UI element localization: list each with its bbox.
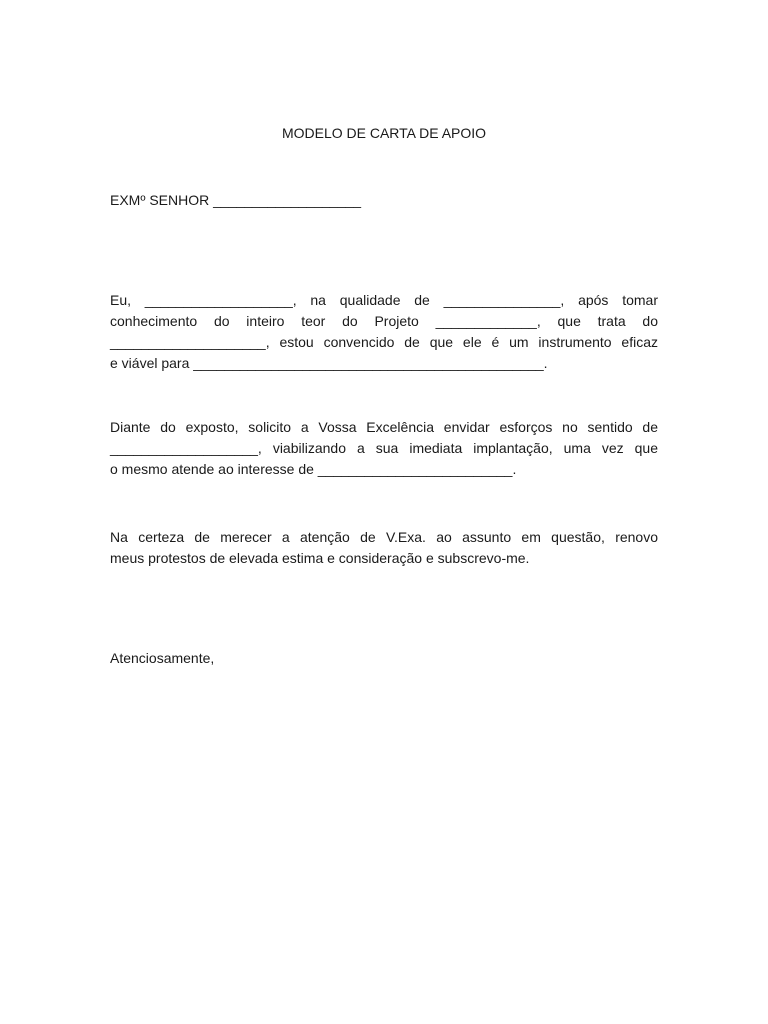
paragraph-closing-remarks — [110, 527, 658, 569]
paragraph-line: e viável para _____________________________________________. — [110, 355, 548, 371]
paragraph-line: o mesmo atende ao interesse de _________________________. — [110, 461, 517, 477]
paragraph-request — [110, 417, 658, 480]
paragraph-line: Eu, ___________________, na qualidade de _______________, após tomar — [110, 292, 658, 308]
paragraph-line: meus protestos de elevada estima e consideração e subscrevo-me. — [110, 550, 530, 566]
paragraph-line: Na certeza de merecer a atenção de V.Exa. ao assunto em questão, renovo — [110, 529, 658, 545]
paragraph-line: conhecimento do inteiro teor do Projeto _____________, que trata do — [110, 313, 658, 329]
paragraph-line: ____________________, estou convencido de que ele é um instrumento eficaz — [110, 334, 658, 350]
closing-signoff: Atenciosamente, — [110, 650, 215, 666]
salutation-line: EXMº SENHOR ___________________ — [110, 192, 362, 208]
document-title: MODELO DE CARTA DE APOIO — [281, 125, 487, 141]
paragraph-line: Diante do exposto, solicito a Vossa Excelência envidar esforços no sentido de — [110, 419, 658, 435]
paragraph-line: ___________________, viabilizando a sua imediata implantação, uma vez que — [110, 440, 658, 456]
paragraph-declaration — [110, 290, 658, 374]
